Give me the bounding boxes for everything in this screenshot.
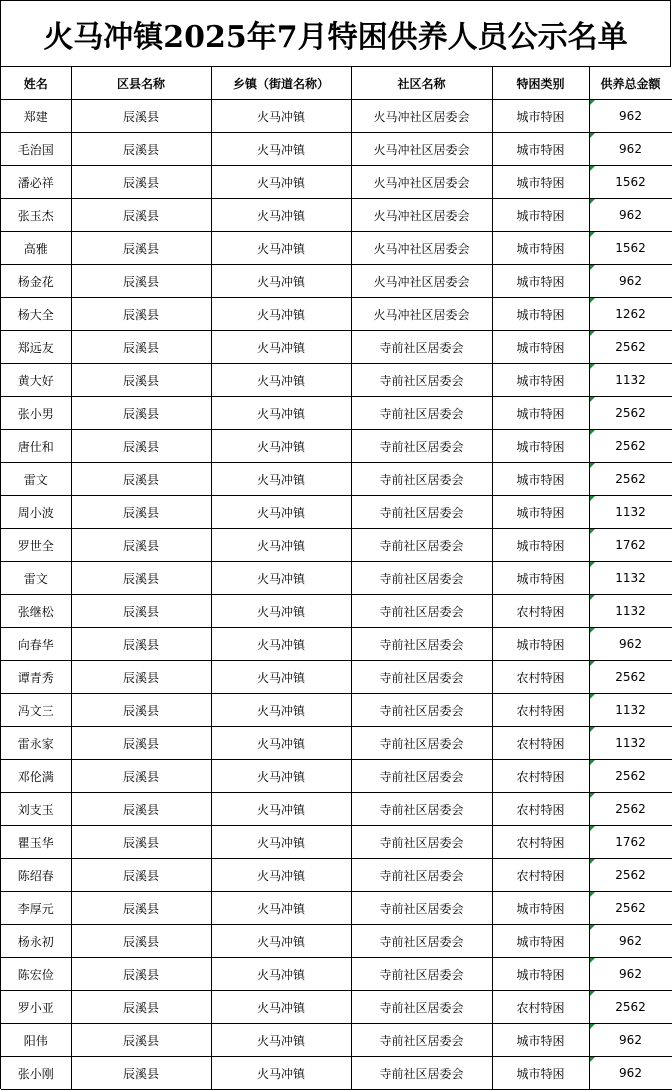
cell-name[interactable]: 张小男 [1, 397, 71, 430]
cell-amount[interactable]: 1132 [589, 562, 672, 595]
cell-town[interactable]: 火马冲镇 [211, 331, 351, 364]
recipients-table [1, 67, 672, 1090]
cell-name[interactable]: 瞿玉华 [1, 826, 71, 859]
cell-community[interactable]: 寺前社区居委会 [351, 892, 492, 925]
cell-name[interactable]: 刘支玉 [1, 793, 71, 826]
table-row [1, 463, 672, 496]
cell-category[interactable]: 城市特困 [492, 463, 589, 496]
table-row [1, 199, 672, 232]
cell-category[interactable]: 农村特困 [492, 793, 589, 826]
cell-category[interactable]: 城市特困 [492, 397, 589, 430]
cell-category[interactable]: 城市特困 [492, 958, 589, 991]
cell-county[interactable]: 辰溪县 [71, 199, 211, 232]
cell-community[interactable]: 寺前社区居委会 [351, 430, 492, 463]
cell-name[interactable]: 张玉杰 [1, 199, 71, 232]
cell-amount[interactable]: 962 [589, 265, 672, 298]
cell-name[interactable]: 周小波 [1, 496, 71, 529]
cell-community[interactable]: 寺前社区居委会 [351, 859, 492, 892]
cell-name[interactable]: 潘必祥 [1, 166, 71, 199]
table-row [1, 694, 672, 727]
cell-community[interactable]: 寺前社区居委会 [351, 958, 492, 991]
cell-community[interactable]: 寺前社区居委会 [351, 793, 492, 826]
cell-category[interactable]: 城市特困 [492, 199, 589, 232]
cell-name[interactable]: 雷永家 [1, 727, 71, 760]
cell-amount[interactable]: 1762 [589, 529, 672, 562]
page-title: 火马冲镇2025年7月特困供养人员公示名单 [1, 1, 671, 67]
cell-county[interactable]: 辰溪县 [71, 133, 211, 166]
cell-amount[interactable]: 2562 [589, 430, 672, 463]
cell-name[interactable]: 唐仕和 [1, 430, 71, 463]
cell-town[interactable]: 火马冲镇 [211, 298, 351, 331]
cell-town[interactable]: 火马冲镇 [211, 826, 351, 859]
cell-amount[interactable]: 1132 [589, 694, 672, 727]
cell-county[interactable]: 辰溪县 [71, 1024, 211, 1057]
cell-town[interactable]: 火马冲镇 [211, 166, 351, 199]
cell-category[interactable]: 城市特困 [492, 925, 589, 958]
table-row [1, 133, 672, 166]
cell-category[interactable]: 农村特困 [492, 595, 589, 628]
cell-name[interactable]: 杨大全 [1, 298, 71, 331]
cell-amount[interactable]: 1132 [589, 727, 672, 760]
header-category[interactable]: 特困类别 [492, 67, 589, 100]
cell-town[interactable]: 火马冲镇 [211, 859, 351, 892]
table-row [1, 628, 672, 661]
cell-county[interactable]: 辰溪县 [71, 727, 211, 760]
cell-town[interactable]: 火马冲镇 [211, 430, 351, 463]
cell-town[interactable]: 火马冲镇 [211, 628, 351, 661]
cell-category[interactable]: 城市特困 [492, 166, 589, 199]
cell-county[interactable]: 辰溪县 [71, 298, 211, 331]
cell-community[interactable]: 寺前社区居委会 [351, 364, 492, 397]
cell-category[interactable]: 城市特困 [492, 133, 589, 166]
cell-name[interactable]: 向春华 [1, 628, 71, 661]
cell-county[interactable]: 辰溪县 [71, 100, 211, 133]
cell-name[interactable]: 李厚元 [1, 892, 71, 925]
cell-county[interactable]: 辰溪县 [71, 595, 211, 628]
cell-county[interactable]: 辰溪县 [71, 892, 211, 925]
cell-town[interactable]: 火马冲镇 [211, 1057, 351, 1090]
cell-amount[interactable]: 2562 [589, 991, 672, 1024]
cell-amount[interactable]: 962 [589, 1024, 672, 1057]
cell-amount[interactable]: 1132 [589, 496, 672, 529]
header-amount[interactable]: 供养总金额 [589, 67, 672, 100]
cell-name[interactable]: 张继松 [1, 595, 71, 628]
cell-community[interactable]: 寺前社区居委会 [351, 397, 492, 430]
table-row [1, 1057, 672, 1090]
cell-category[interactable]: 农村特困 [492, 727, 589, 760]
cell-town[interactable]: 火马冲镇 [211, 793, 351, 826]
cell-county[interactable]: 辰溪县 [71, 232, 211, 265]
cell-amount[interactable]: 962 [589, 628, 672, 661]
cell-category[interactable]: 城市特困 [492, 232, 589, 265]
cell-county[interactable]: 辰溪县 [71, 463, 211, 496]
cell-county[interactable]: 辰溪县 [71, 397, 211, 430]
cell-amount[interactable]: 1762 [589, 826, 672, 859]
cell-community[interactable]: 寺前社区居委会 [351, 1024, 492, 1057]
cell-town[interactable]: 火马冲镇 [211, 958, 351, 991]
cell-category[interactable]: 城市特困 [492, 265, 589, 298]
cell-town[interactable]: 火马冲镇 [211, 100, 351, 133]
cell-category[interactable]: 农村特困 [492, 760, 589, 793]
cell-amount[interactable]: 1562 [589, 232, 672, 265]
cell-town[interactable]: 火马冲镇 [211, 694, 351, 727]
cell-amount[interactable]: 962 [589, 925, 672, 958]
cell-community[interactable]: 寺前社区居委会 [351, 727, 492, 760]
cell-name[interactable]: 雷文 [1, 562, 71, 595]
cell-category[interactable]: 城市特困 [492, 562, 589, 595]
cell-community[interactable]: 寺前社区居委会 [351, 595, 492, 628]
table-row [1, 496, 672, 529]
cell-community[interactable]: 寺前社区居委会 [351, 562, 492, 595]
cell-amount[interactable]: 2562 [589, 892, 672, 925]
cell-county[interactable]: 辰溪县 [71, 859, 211, 892]
cell-county[interactable]: 辰溪县 [71, 364, 211, 397]
cell-community[interactable]: 火马冲社区居委会 [351, 265, 492, 298]
cell-amount[interactable]: 962 [589, 199, 672, 232]
cell-category[interactable]: 城市特困 [492, 892, 589, 925]
cell-category[interactable]: 城市特困 [492, 430, 589, 463]
table-row [1, 793, 672, 826]
cell-name[interactable]: 黄大好 [1, 364, 71, 397]
cell-category[interactable]: 城市特困 [492, 298, 589, 331]
table-row [1, 859, 672, 892]
cell-amount[interactable]: 2562 [589, 760, 672, 793]
cell-town[interactable]: 火马冲镇 [211, 529, 351, 562]
cell-category[interactable]: 农村特困 [492, 859, 589, 892]
cell-community[interactable]: 寺前社区居委会 [351, 760, 492, 793]
cell-community[interactable]: 火马冲社区居委会 [351, 232, 492, 265]
cell-name[interactable]: 郑远友 [1, 331, 71, 364]
cell-town[interactable]: 火马冲镇 [211, 397, 351, 430]
cell-county[interactable]: 辰溪县 [71, 1057, 211, 1090]
table-row [1, 166, 672, 199]
cell-town[interactable]: 火马冲镇 [211, 364, 351, 397]
cell-county[interactable]: 辰溪县 [71, 166, 211, 199]
cell-town[interactable]: 火马冲镇 [211, 727, 351, 760]
cell-name[interactable]: 冯文三 [1, 694, 71, 727]
cell-town[interactable]: 火马冲镇 [211, 991, 351, 1024]
cell-amount[interactable]: 962 [589, 133, 672, 166]
cell-category[interactable]: 城市特困 [492, 364, 589, 397]
table-row [1, 958, 672, 991]
table-row [1, 1024, 672, 1057]
cell-name[interactable]: 张小刚 [1, 1057, 71, 1090]
cell-amount[interactable]: 962 [589, 958, 672, 991]
cell-community[interactable]: 寺前社区居委会 [351, 661, 492, 694]
cell-community[interactable]: 寺前社区居委会 [351, 991, 492, 1024]
cell-town[interactable]: 火马冲镇 [211, 463, 351, 496]
table-row [1, 364, 672, 397]
header-name[interactable]: 姓名 [1, 67, 71, 100]
cell-category[interactable]: 农村特困 [492, 661, 589, 694]
cell-town[interactable]: 火马冲镇 [211, 760, 351, 793]
cell-name[interactable]: 毛治国 [1, 133, 71, 166]
cell-community[interactable]: 寺前社区居委会 [351, 496, 492, 529]
table-row [1, 727, 672, 760]
cell-category[interactable]: 城市特困 [492, 529, 589, 562]
cell-county[interactable]: 辰溪县 [71, 925, 211, 958]
cell-community[interactable]: 火马冲社区居委会 [351, 166, 492, 199]
cell-amount[interactable]: 2562 [589, 397, 672, 430]
table-row [1, 232, 672, 265]
cell-amount[interactable]: 2562 [589, 331, 672, 364]
table-row [1, 265, 672, 298]
table-row [1, 397, 672, 430]
cell-county[interactable]: 辰溪县 [71, 694, 211, 727]
cell-town[interactable]: 火马冲镇 [211, 133, 351, 166]
cell-county[interactable]: 辰溪县 [71, 826, 211, 859]
cell-category[interactable]: 城市特困 [492, 496, 589, 529]
cell-amount[interactable]: 2562 [589, 463, 672, 496]
cell-amount[interactable]: 962 [589, 1057, 672, 1090]
cell-category[interactable]: 农村特困 [492, 991, 589, 1024]
cell-community[interactable]: 寺前社区居委会 [351, 925, 492, 958]
cell-name[interactable]: 罗世全 [1, 529, 71, 562]
cell-town[interactable]: 火马冲镇 [211, 925, 351, 958]
cell-town[interactable]: 火马冲镇 [211, 892, 351, 925]
cell-town[interactable]: 火马冲镇 [211, 496, 351, 529]
cell-category[interactable]: 城市特困 [492, 100, 589, 133]
table-row [1, 595, 672, 628]
cell-county[interactable]: 辰溪县 [71, 562, 211, 595]
cell-community[interactable]: 火马冲社区居委会 [351, 298, 492, 331]
cell-amount[interactable]: 1132 [589, 595, 672, 628]
cell-town[interactable]: 火马冲镇 [211, 595, 351, 628]
cell-town[interactable]: 火马冲镇 [211, 265, 351, 298]
cell-community[interactable]: 火马冲社区居委会 [351, 199, 492, 232]
cell-amount[interactable]: 1562 [589, 166, 672, 199]
cell-name[interactable]: 杨金花 [1, 265, 71, 298]
cell-county[interactable]: 辰溪县 [71, 496, 211, 529]
cell-community[interactable]: 寺前社区居委会 [351, 1057, 492, 1090]
table-row [1, 331, 672, 364]
cell-county[interactable]: 辰溪县 [71, 265, 211, 298]
cell-category[interactable]: 农村特困 [492, 694, 589, 727]
cell-county[interactable]: 辰溪县 [71, 430, 211, 463]
table-body [1, 100, 672, 1090]
cell-community[interactable]: 寺前社区居委会 [351, 529, 492, 562]
table-row [1, 892, 672, 925]
header-community[interactable]: 社区名称 [351, 67, 492, 100]
cell-name[interactable]: 杨永初 [1, 925, 71, 958]
table-row [1, 298, 672, 331]
cell-name[interactable]: 罗小亚 [1, 991, 71, 1024]
table-row [1, 760, 672, 793]
cell-town[interactable]: 火马冲镇 [211, 1024, 351, 1057]
cell-amount[interactable]: 1262 [589, 298, 672, 331]
cell-county[interactable]: 辰溪县 [71, 958, 211, 991]
cell-category[interactable]: 农村特困 [492, 826, 589, 859]
cell-name[interactable]: 陈绍春 [1, 859, 71, 892]
cell-county[interactable]: 辰溪县 [71, 628, 211, 661]
cell-town[interactable]: 火马冲镇 [211, 562, 351, 595]
table-row [1, 991, 672, 1024]
cell-community[interactable]: 火马冲社区居委会 [351, 133, 492, 166]
cell-county[interactable]: 辰溪县 [71, 793, 211, 826]
table-row [1, 529, 672, 562]
cell-name[interactable]: 雷文 [1, 463, 71, 496]
cell-county[interactable]: 辰溪县 [71, 331, 211, 364]
cell-amount[interactable]: 962 [589, 100, 672, 133]
cell-town[interactable]: 火马冲镇 [211, 232, 351, 265]
cell-county[interactable]: 辰溪县 [71, 529, 211, 562]
cell-name[interactable]: 邓伦满 [1, 760, 71, 793]
cell-amount[interactable]: 2562 [589, 661, 672, 694]
header-county[interactable]: 区县名称 [71, 67, 211, 100]
cell-amount[interactable]: 1132 [589, 364, 672, 397]
cell-community[interactable]: 寺前社区居委会 [351, 628, 492, 661]
table-row [1, 661, 672, 694]
table-row [1, 100, 672, 133]
cell-county[interactable]: 辰溪县 [71, 991, 211, 1024]
table-row [1, 826, 672, 859]
cell-county[interactable]: 辰溪县 [71, 760, 211, 793]
cell-category[interactable]: 城市特困 [492, 331, 589, 364]
cell-community[interactable]: 寺前社区居委会 [351, 694, 492, 727]
cell-name[interactable]: 阳伟 [1, 1024, 71, 1057]
table-row [1, 925, 672, 958]
cell-community[interactable]: 寺前社区居委会 [351, 331, 492, 364]
cell-name[interactable]: 谭青秀 [1, 661, 71, 694]
header-row [1, 67, 672, 100]
cell-county[interactable]: 辰溪县 [71, 661, 211, 694]
cell-amount[interactable]: 2562 [589, 793, 672, 826]
header-town[interactable]: 乡镇（街道名称） [211, 67, 351, 100]
cell-name[interactable]: 郑建 [1, 100, 71, 133]
cell-category[interactable]: 城市特困 [492, 628, 589, 661]
cell-community[interactable]: 火马冲社区居委会 [351, 100, 492, 133]
table-row [1, 562, 672, 595]
cell-town[interactable]: 火马冲镇 [211, 661, 351, 694]
cell-town[interactable]: 火马冲镇 [211, 199, 351, 232]
cell-amount[interactable]: 2562 [589, 859, 672, 892]
cell-category[interactable]: 城市特困 [492, 1057, 589, 1090]
cell-category[interactable]: 城市特困 [492, 1024, 589, 1057]
cell-name[interactable]: 陈宏俭 [1, 958, 71, 991]
cell-name[interactable]: 高雅 [1, 232, 71, 265]
table-row [1, 430, 672, 463]
cell-community[interactable]: 寺前社区居委会 [351, 826, 492, 859]
cell-community[interactable]: 寺前社区居委会 [351, 463, 492, 496]
